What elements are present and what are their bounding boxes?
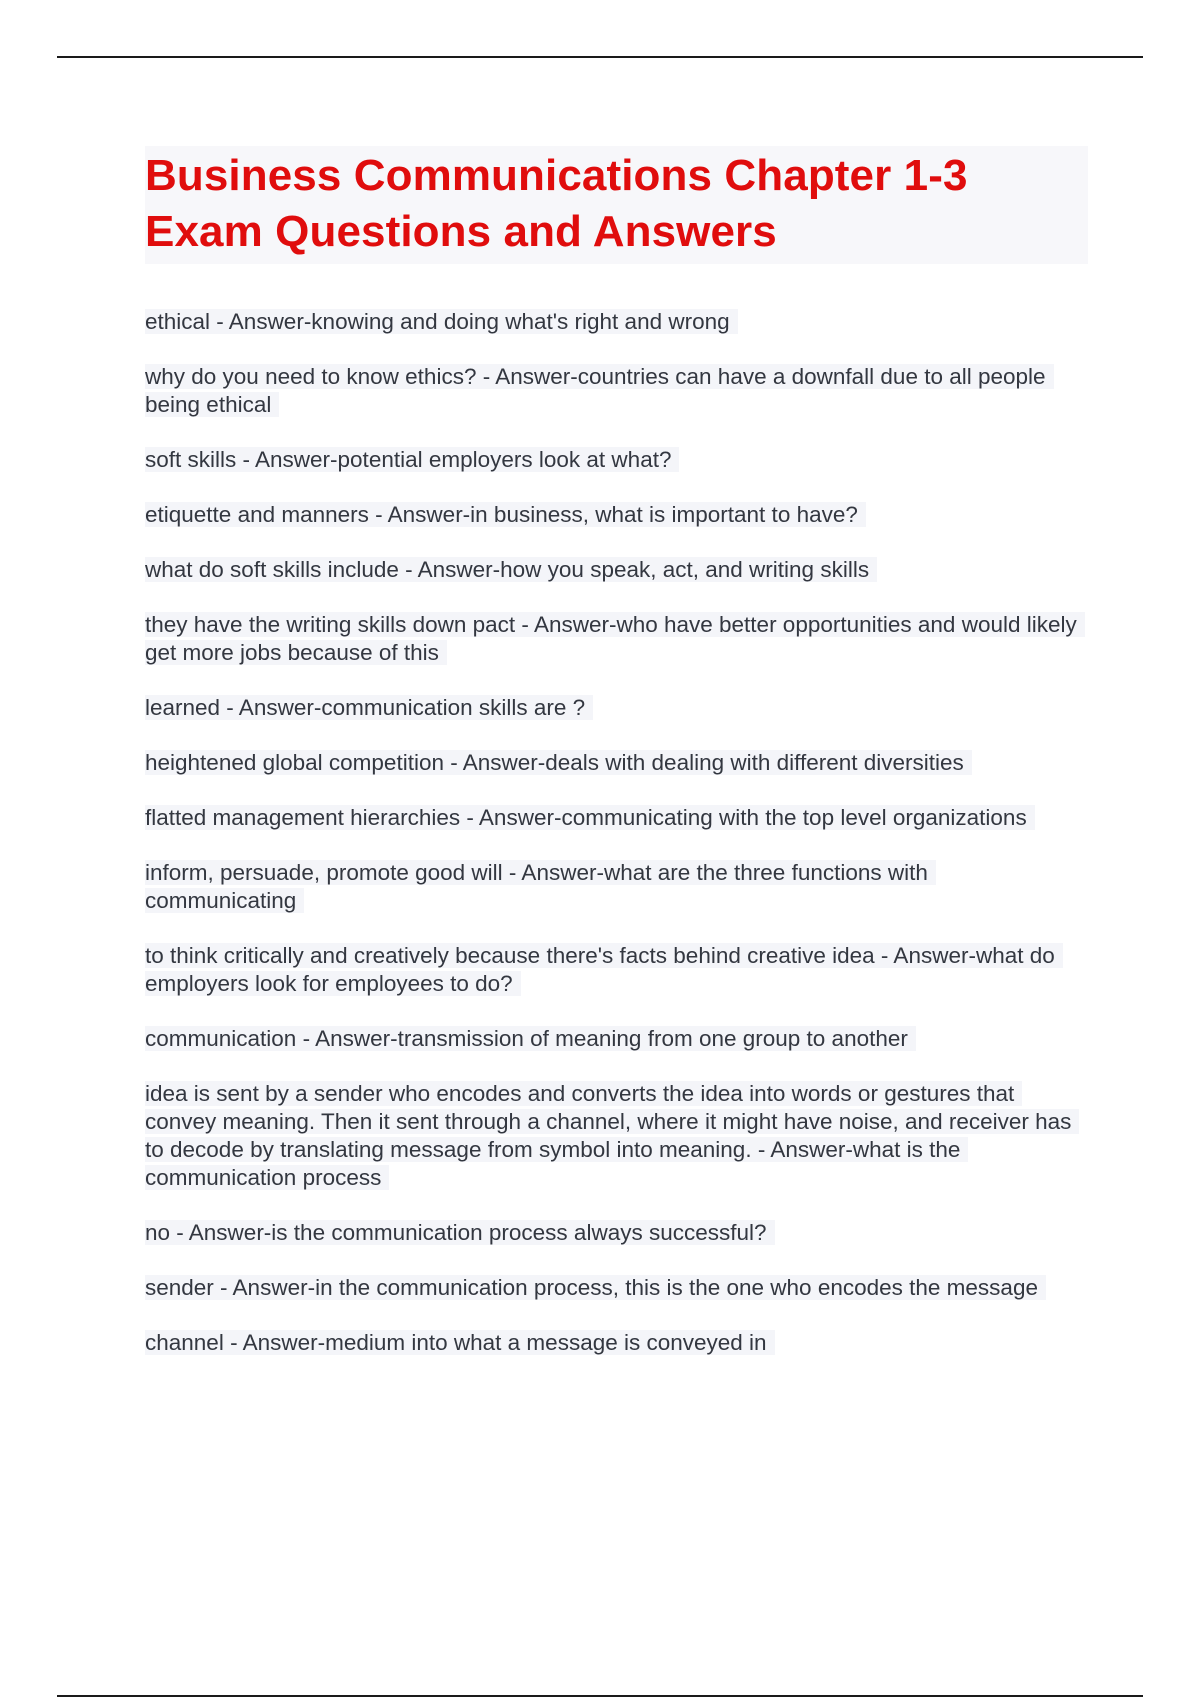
- qa-item: why do you need to know ethics? - Answer-countries can have a downfall due to all people being ethical: [145, 363, 1090, 419]
- qa-item: channel - Answer-medium into what a message is conveyed in: [145, 1329, 1090, 1357]
- qa-item: flatted management hierarchies - Answer-communicating with the top level organizations: [145, 804, 1090, 832]
- qa-item: communication - Answer-transmission of meaning from one group to another: [145, 1025, 1090, 1053]
- qa-item: etiquette and manners - Answer-in business, what is important to have?: [145, 501, 1090, 529]
- title-line-2: Exam Questions and Answers: [145, 207, 777, 256]
- qa-item: soft skills - Answer-potential employers look at what?: [145, 446, 1090, 474]
- qa-item: what do soft skills include - Answer-how you speak, act, and writing skills: [145, 556, 1090, 584]
- top-divider: [57, 56, 1143, 58]
- qa-item: learned - Answer-communication skills are ?: [145, 694, 1090, 722]
- qa-item: inform, persuade, promote good will - Answer-what are the three functions with communicating: [145, 859, 1090, 915]
- qa-item: sender - Answer-in the communication process, this is the one who encodes the message: [145, 1274, 1090, 1302]
- qa-item: to think critically and creatively because there's facts behind creative idea - Answer-what do employers look for employees to do?: [145, 942, 1090, 998]
- qa-item: they have the writing skills down pact - Answer-who have better opportunities and would likely get more jobs because of this: [145, 611, 1090, 667]
- bottom-divider: [57, 1695, 1143, 1697]
- page-title: [145, 148, 1088, 260]
- title-line-1: Business Communications Chapter 1-3: [145, 151, 968, 200]
- title-block: [145, 146, 1088, 264]
- document-body: [145, 146, 1090, 1384]
- qa-item: no - Answer-is the communication process always successful?: [145, 1219, 1090, 1247]
- qa-list: [145, 308, 1090, 1357]
- qa-item: ethical - Answer-knowing and doing what's right and wrong: [145, 308, 1090, 336]
- qa-item: idea is sent by a sender who encodes and converts the idea into words or gestures that convey meaning. Then it sent through a channel, where it might have noise, and receiver has to decode by translating message from symbol into meaning. - Answer-what is the communication process: [145, 1080, 1090, 1192]
- qa-item: heightened global competition - Answer-deals with dealing with different diversities: [145, 749, 1090, 777]
